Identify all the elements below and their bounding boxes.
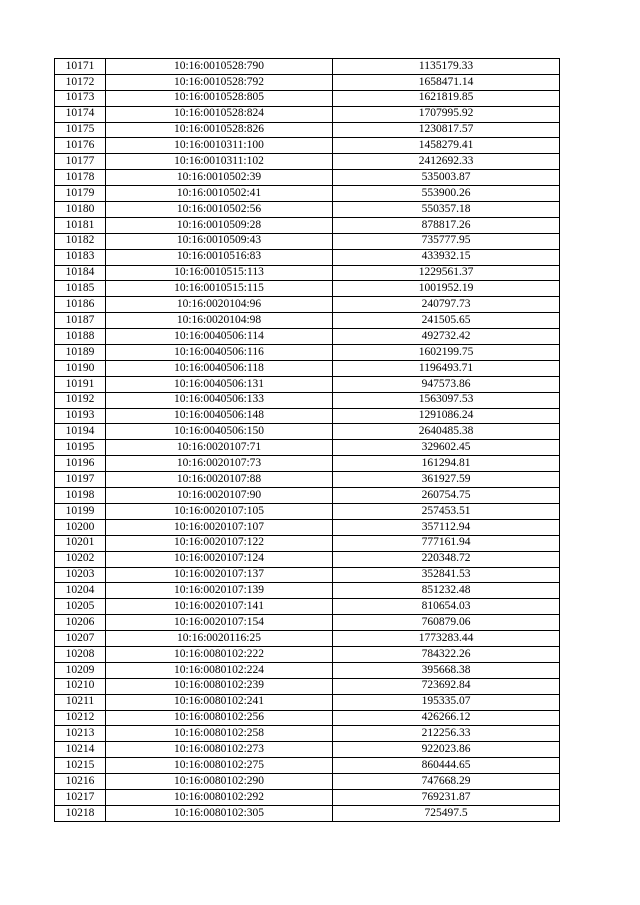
cadastral-number-cell: 10:16:0010502:39 [106,170,333,186]
table-row [55,758,560,774]
table-row [55,551,560,567]
cadastral-number-cell: 10:16:0080102:224 [106,662,333,678]
cadastral-number-cell: 10:16:0010509:28 [106,217,333,233]
value-cell: 329602.45 [333,440,560,456]
cadastral-number-cell: 10:16:0040506:114 [106,329,333,345]
value-cell: 784322.26 [333,646,560,662]
value-cell: 777161.94 [333,535,560,551]
table-row [55,74,560,90]
table-row [55,122,560,138]
table-row [55,519,560,535]
table-row [55,694,560,710]
row-number-cell: 10203 [55,567,106,583]
table-row [55,392,560,408]
table-row [55,789,560,805]
row-number-cell: 10208 [55,646,106,662]
value-cell: 1291086.24 [333,408,560,424]
cadastral-number-cell: 10:16:0020107:137 [106,567,333,583]
row-number-cell: 10195 [55,440,106,456]
cadastral-number-cell: 10:16:0020107:154 [106,615,333,631]
row-number-cell: 10190 [55,360,106,376]
value-cell: 1602199.75 [333,345,560,361]
value-cell: 357112.94 [333,519,560,535]
value-cell: 260754.75 [333,488,560,504]
table-row [55,535,560,551]
table-row [55,646,560,662]
cadastral-number-cell: 10:16:0040506:118 [106,360,333,376]
value-cell: 725497.5 [333,805,560,821]
table-row [55,376,560,392]
cadastral-number-cell: 10:16:0040506:131 [106,376,333,392]
cadastral-number-cell: 10:16:0010528:790 [106,59,333,75]
table-row [55,774,560,790]
value-cell: 1773283.44 [333,631,560,647]
row-number-cell: 10186 [55,297,106,313]
row-number-cell: 10205 [55,599,106,615]
row-number-cell: 10201 [55,535,106,551]
table-row [55,360,560,376]
value-cell: 760879.06 [333,615,560,631]
table-row [55,631,560,647]
row-number-cell: 10176 [55,138,106,154]
table-row [55,488,560,504]
value-cell: 1458279.41 [333,138,560,154]
cadastral-number-cell: 10:16:0020107:141 [106,599,333,615]
value-cell: 395668.38 [333,662,560,678]
cadastral-number-cell: 10:16:0010502:56 [106,202,333,218]
value-cell: 535003.87 [333,170,560,186]
row-number-cell: 10214 [55,742,106,758]
cadastral-number-cell: 10:16:0020107:90 [106,488,333,504]
table-row [55,154,560,170]
cadastral-number-cell: 10:16:0020116:25 [106,631,333,647]
value-cell: 361927.59 [333,472,560,488]
cadastral-number-cell: 10:16:0010502:41 [106,186,333,202]
value-cell: 426266.12 [333,710,560,726]
row-number-cell: 10188 [55,329,106,345]
value-cell: 2640485.38 [333,424,560,440]
cadastral-number-cell: 10:16:0080102:222 [106,646,333,662]
row-number-cell: 10172 [55,74,106,90]
table-row [55,726,560,742]
table-row [55,138,560,154]
table-row [55,217,560,233]
value-cell: 240797.73 [333,297,560,313]
row-number-cell: 10209 [55,662,106,678]
cadastral-number-cell: 10:16:0080102:290 [106,774,333,790]
cadastral-number-cell: 10:16:0010311:100 [106,138,333,154]
value-cell: 810654.03 [333,599,560,615]
value-cell: 1658471.14 [333,74,560,90]
table-row [55,313,560,329]
cadastral-number-cell: 10:16:0010528:805 [106,90,333,106]
row-number-cell: 10181 [55,217,106,233]
cadastral-number-cell: 10:16:0020107:71 [106,440,333,456]
table-row [55,170,560,186]
value-cell: 1135179.33 [333,59,560,75]
row-number-cell: 10197 [55,472,106,488]
row-number-cell: 10213 [55,726,106,742]
table-row [55,249,560,265]
table-row [55,615,560,631]
value-cell: 1196493.71 [333,360,560,376]
row-number-cell: 10198 [55,488,106,504]
row-number-cell: 10211 [55,694,106,710]
value-cell: 851232.48 [333,583,560,599]
value-cell: 553900.26 [333,186,560,202]
cadastral-number-cell: 10:16:0080102:241 [106,694,333,710]
row-number-cell: 10200 [55,519,106,535]
row-number-cell: 10210 [55,678,106,694]
cadastral-number-cell: 10:16:0040506:116 [106,345,333,361]
row-number-cell: 10177 [55,154,106,170]
value-cell: 352841.53 [333,567,560,583]
table-row [55,599,560,615]
value-cell: 492732.42 [333,329,560,345]
table-row [55,59,560,75]
cadastral-number-cell: 10:16:0080102:275 [106,758,333,774]
table-row [55,456,560,472]
row-number-cell: 10207 [55,631,106,647]
value-cell: 195335.07 [333,694,560,710]
table-row [55,90,560,106]
cadastral-number-cell: 10:16:0080102:256 [106,710,333,726]
cadastral-number-cell: 10:16:0020107:105 [106,503,333,519]
value-cell: 747668.29 [333,774,560,790]
table-row [55,186,560,202]
cadastral-number-cell: 10:16:0020107:88 [106,472,333,488]
row-number-cell: 10178 [55,170,106,186]
value-cell: 257453.51 [333,503,560,519]
row-number-cell: 10191 [55,376,106,392]
cadastral-number-cell: 10:16:0010515:115 [106,281,333,297]
table-row [55,472,560,488]
row-number-cell: 10215 [55,758,106,774]
value-cell: 1001952.19 [333,281,560,297]
table-row [55,742,560,758]
row-number-cell: 10212 [55,710,106,726]
cadastral-number-cell: 10:16:0040506:150 [106,424,333,440]
row-number-cell: 10175 [55,122,106,138]
row-number-cell: 10174 [55,106,106,122]
row-number-cell: 10216 [55,774,106,790]
table-row [55,408,560,424]
cadastral-value-table [54,58,560,822]
cadastral-number-cell: 10:16:0020107:124 [106,551,333,567]
cadastral-number-cell: 10:16:0080102:292 [106,789,333,805]
value-cell: 550357.18 [333,202,560,218]
table-body [55,59,560,822]
row-number-cell: 10183 [55,249,106,265]
row-number-cell: 10187 [55,313,106,329]
value-cell: 241505.65 [333,313,560,329]
cadastral-number-cell: 10:16:0020107:139 [106,583,333,599]
row-number-cell: 10193 [55,408,106,424]
value-cell: 947573.86 [333,376,560,392]
value-cell: 1621819.85 [333,90,560,106]
table-row [55,662,560,678]
cadastral-number-cell: 10:16:0010509:43 [106,233,333,249]
row-number-cell: 10184 [55,265,106,281]
table-row [55,805,560,821]
value-cell: 2412692.33 [333,154,560,170]
row-number-cell: 10192 [55,392,106,408]
row-number-cell: 10206 [55,615,106,631]
value-cell: 212256.33 [333,726,560,742]
cadastral-number-cell: 10:16:0020107:107 [106,519,333,535]
value-cell: 1229561.37 [333,265,560,281]
value-cell: 735777.95 [333,233,560,249]
table-row [55,583,560,599]
table-row [55,678,560,694]
row-number-cell: 10171 [55,59,106,75]
cadastral-number-cell: 10:16:0080102:305 [106,805,333,821]
cadastral-number-cell: 10:16:0010528:792 [106,74,333,90]
cadastral-number-cell: 10:16:0010516:83 [106,249,333,265]
table-row [55,233,560,249]
row-number-cell: 10182 [55,233,106,249]
table-row [55,265,560,281]
row-number-cell: 10185 [55,281,106,297]
table-row [55,440,560,456]
table-row [55,297,560,313]
cadastral-number-cell: 10:16:0010311:102 [106,154,333,170]
table-row [55,202,560,218]
row-number-cell: 10199 [55,503,106,519]
row-number-cell: 10189 [55,345,106,361]
row-number-cell: 10173 [55,90,106,106]
table-row [55,345,560,361]
value-cell: 1563097.53 [333,392,560,408]
cadastral-number-cell: 10:16:0080102:239 [106,678,333,694]
table-row [55,106,560,122]
row-number-cell: 10194 [55,424,106,440]
value-cell: 860444.65 [333,758,560,774]
value-cell: 161294.81 [333,456,560,472]
table-row [55,567,560,583]
row-number-cell: 10196 [55,456,106,472]
row-number-cell: 10179 [55,186,106,202]
value-cell: 433932.15 [333,249,560,265]
row-number-cell: 10217 [55,789,106,805]
cadastral-number-cell: 10:16:0020104:96 [106,297,333,313]
row-number-cell: 10204 [55,583,106,599]
row-number-cell: 10218 [55,805,106,821]
table-row [55,281,560,297]
value-cell: 220348.72 [333,551,560,567]
row-number-cell: 10202 [55,551,106,567]
cadastral-number-cell: 10:16:0010528:826 [106,122,333,138]
table-row [55,503,560,519]
cadastral-number-cell: 10:16:0040506:133 [106,392,333,408]
cadastral-number-cell: 10:16:0020107:122 [106,535,333,551]
cadastral-number-cell: 10:16:0010515:113 [106,265,333,281]
table-row [55,424,560,440]
cadastral-number-cell: 10:16:0080102:258 [106,726,333,742]
value-cell: 723692.84 [333,678,560,694]
value-cell: 878817.26 [333,217,560,233]
row-number-cell: 10180 [55,202,106,218]
cadastral-number-cell: 10:16:0020107:73 [106,456,333,472]
value-cell: 769231.87 [333,789,560,805]
table-row [55,710,560,726]
value-cell: 922023.86 [333,742,560,758]
value-cell: 1230817.57 [333,122,560,138]
cadastral-number-cell: 10:16:0020104:98 [106,313,333,329]
cadastral-number-cell: 10:16:0010528:824 [106,106,333,122]
cadastral-number-cell: 10:16:0080102:273 [106,742,333,758]
value-cell: 1707995.92 [333,106,560,122]
table-row [55,329,560,345]
cadastral-number-cell: 10:16:0040506:148 [106,408,333,424]
